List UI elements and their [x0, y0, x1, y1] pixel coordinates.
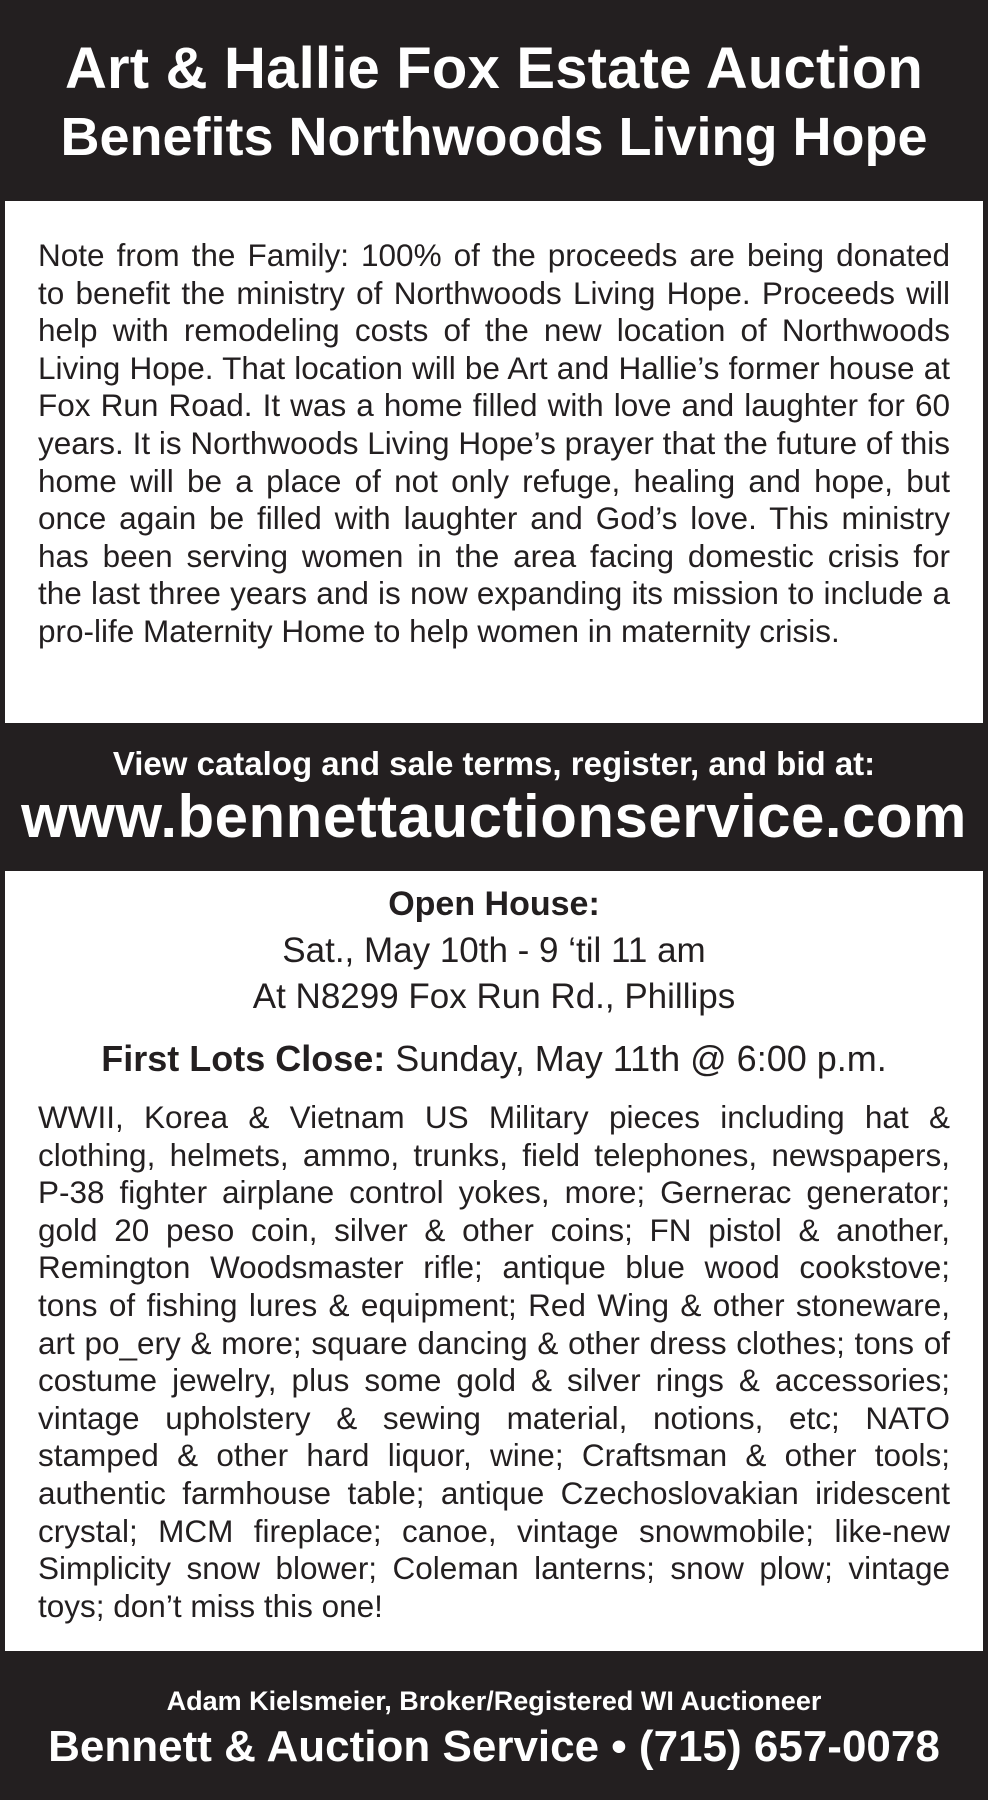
- header-banner: [0, 0, 988, 200]
- open-house-address: At N8299 Fox Run Rd., Phillips: [252, 977, 736, 1016]
- ad-subtitle: Benefits Northwoods Living Hope: [60, 107, 928, 167]
- website-url-link[interactable]: www.bennettauctionservice.com: [21, 783, 967, 850]
- first-lots-close-value: Sunday, May 11th @ 6:00 p.m.: [385, 1038, 887, 1079]
- open-house-date: Sat., May 10th - 9 ‘til 11 am: [282, 931, 706, 970]
- sale-details-box: [5, 871, 983, 1651]
- family-note-box: [5, 201, 983, 723]
- ad-title: Art & Hallie Fox Estate Auction: [64, 36, 924, 101]
- footer-banner: [0, 1652, 988, 1800]
- family-note-text: Note from the Family: 100% of the proceeds are being donated to benefit the ministry of Northwoods Living Hope. Proceeds will help with remodeling costs of the new location of Northwoods Living Hope. That location will be Art and Hallie’s former house at Fox Run Road. It was a home filled with love and laughter for 60 years. It is Northwoods Living Hope’s prayer that the future of this home will be a place of not only refuge, healing and hope, but once again be filled with laughter and God’s love. This ministry has been serving women in the area facing domestic crisis for the last three years and is now expanding its mission to include a pro-life Maternity Home to help women in maternity crisis.: [38, 237, 950, 649]
- item-list-text: WWII, Korea & Vietnam US Military pieces including hat & clothing, helmets, ammo, trunks, field telephones, newspapers, P-38 fighter airplane control yokes, more; Gernerac generator; gold 20 peso coin, silver & other coins; FN pistol & another, Remington Woodsmaster rifle; antique blue wood cookstove; tons of fishing lures & equipment; Red Wing & other stoneware, art po_ery & more; square dancing & other dress clothes; tons of costume jewelry, plus some gold & silver rings & accessories; vintage upholstery & sewing material, notions, etc; NATO stamped & other hard liquor, wine; Craftsman & other tools; authentic farmhouse table; antique Czechoslovakian iridescent crystal; MCM fireplace; canoe, vintage snowmobile; like-new Simplicity snow blower; Coleman lanterns; snow plow; vintage toys; don’t miss this one!: [38, 1099, 950, 1624]
- first-lots-close-label: First Lots Close:: [101, 1038, 386, 1079]
- website-lead-text: View catalog and sale terms, register, and bid at:: [112, 745, 876, 782]
- broker-line: Adam Kielsmeier, Broker/Registered WI Auctioneer: [166, 1686, 822, 1716]
- website-banner: [0, 724, 988, 870]
- company-contact: Bennett & Auction Service • (715) 657-0078: [48, 1722, 940, 1771]
- first-lots-close: [5, 1037, 983, 1081]
- open-house-title: Open House:: [388, 885, 600, 923]
